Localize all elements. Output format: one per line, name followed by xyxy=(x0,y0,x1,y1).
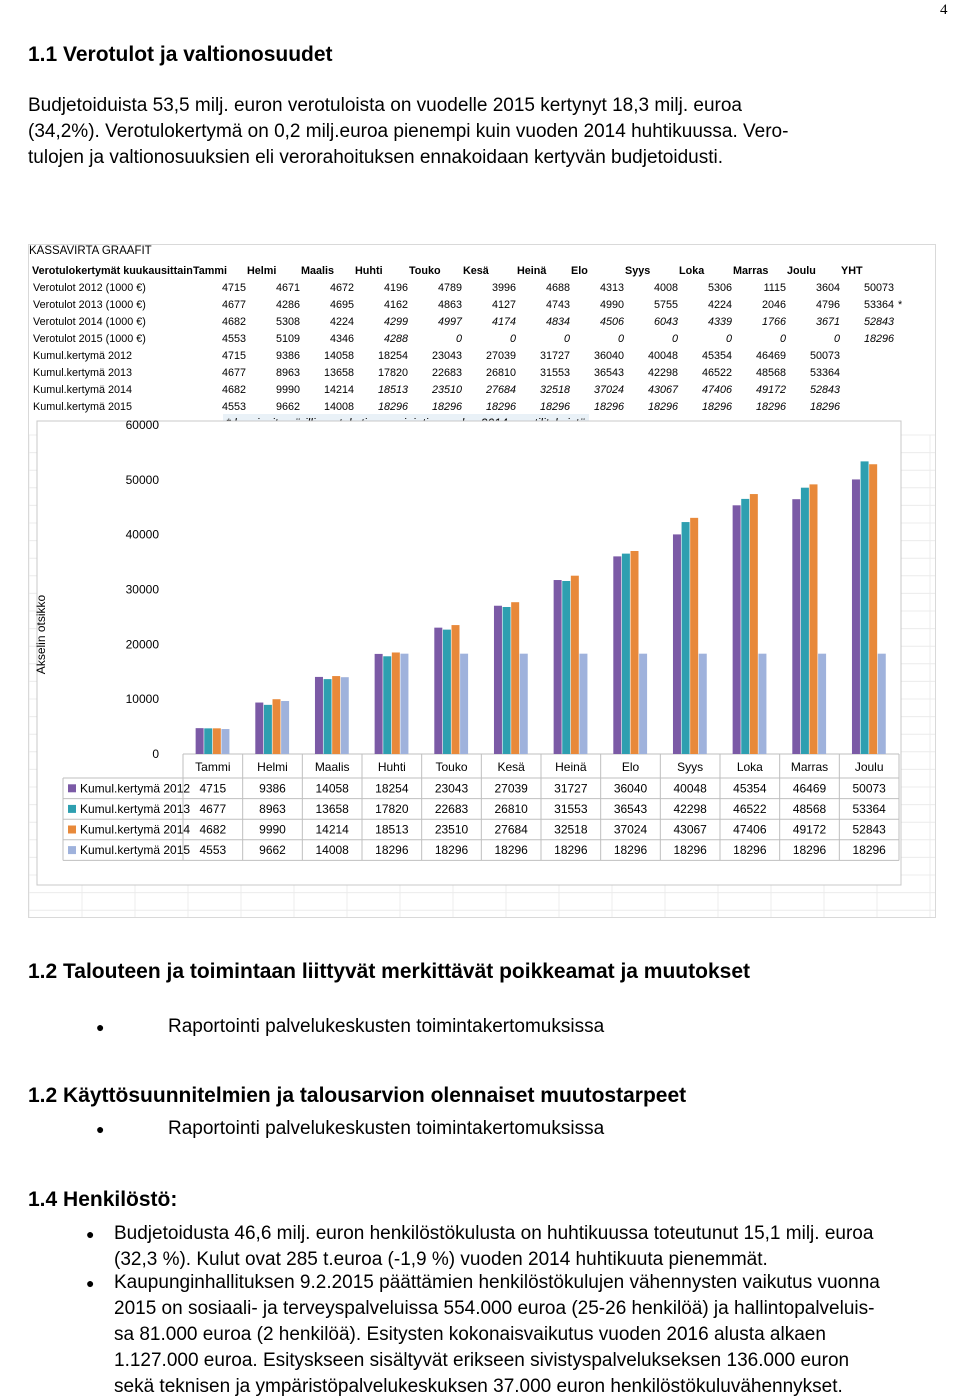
bullet-line: (32,3 %). Kulut ovat 285 t.euroa (-1,9 %) vuoden 2014 huhtikuuta pienemmät. xyxy=(114,1249,768,1270)
table-cell: 4553 xyxy=(221,332,246,345)
header-cell: Elo xyxy=(571,264,588,277)
header-cell: YHT xyxy=(841,264,863,277)
header-cell: Syys xyxy=(625,264,651,277)
data-label: 18296 xyxy=(554,843,588,858)
legend-key xyxy=(68,805,76,813)
data-label: 32518 xyxy=(554,822,588,837)
table-cell: 32518 xyxy=(539,383,570,396)
table-cell: 5755 xyxy=(653,298,678,311)
data-label: 18513 xyxy=(375,822,409,837)
bar xyxy=(503,607,511,754)
bar xyxy=(810,484,818,754)
table-cell: 18296 xyxy=(809,400,840,413)
x-category-label: Heinä xyxy=(555,760,587,774)
bar xyxy=(869,464,877,754)
legend-entry: Kumul.kertymä 2012 xyxy=(80,781,191,796)
row-label: Verotulot 2014 (1000 €) xyxy=(33,315,146,328)
y-tick-label: 10000 xyxy=(125,692,159,707)
table-cell: 14058 xyxy=(323,349,354,362)
data-label: 18296 xyxy=(375,843,409,858)
table-cell: 5308 xyxy=(275,315,300,328)
table-cell: 4695 xyxy=(329,298,354,311)
bar xyxy=(818,654,826,754)
data-label: 36543 xyxy=(613,801,648,816)
row-label: Kumul.kertymä 2012 xyxy=(33,349,133,362)
table-cell: 4313 xyxy=(599,281,624,294)
bar xyxy=(341,677,349,754)
table-cell: 3604 xyxy=(815,281,840,294)
table-cell: 4127 xyxy=(491,298,516,311)
data-label: 18296 xyxy=(792,843,827,858)
bullet-item xyxy=(96,1014,605,1040)
sheet-title: KASSAVIRTA GRAAFIT xyxy=(29,245,152,257)
data-label: 14008 xyxy=(315,843,349,858)
table-cell: 18254 xyxy=(377,349,408,362)
table-cell: 31553 xyxy=(539,366,570,379)
header-cell: Maalis xyxy=(301,264,335,277)
data-label: 4677 xyxy=(199,801,227,816)
table-cell: 46522 xyxy=(701,366,732,379)
legend-entry: Kumul.kertymä 2015 xyxy=(80,843,191,858)
table-cell: 42298 xyxy=(647,366,678,379)
x-category-label: Maalis xyxy=(314,760,350,774)
section-heading-muutostarpeet: 1.2 Käyttösuunnitelmien ja talousarvion olennaiset muutostarpeet xyxy=(28,1084,687,1107)
table-cell: 0 xyxy=(779,332,786,345)
table-cell: 4863 xyxy=(437,298,462,311)
table-cell: 4677 xyxy=(221,366,246,379)
data-label: 8963 xyxy=(259,801,286,816)
table-cell: 18296 xyxy=(539,400,570,413)
row-marker: * xyxy=(898,298,903,311)
bar xyxy=(332,676,340,754)
data-label: 14214 xyxy=(315,822,349,837)
bar xyxy=(443,630,451,754)
data-label: 9662 xyxy=(259,843,286,858)
y-tick-label: 60000 xyxy=(125,418,159,432)
table-cell: 0 xyxy=(671,332,678,345)
bullet-item xyxy=(96,1116,605,1142)
bullet-dot: ● xyxy=(86,1275,95,1291)
data-label: 23510 xyxy=(434,822,469,837)
table-cell: 18513 xyxy=(377,383,408,396)
table-cell: 3996 xyxy=(491,281,516,294)
bar xyxy=(690,518,698,754)
data-label: 18254 xyxy=(375,781,409,796)
table-cell: 48568 xyxy=(755,366,786,379)
bar xyxy=(383,656,391,754)
data-label: 42298 xyxy=(673,801,707,816)
bar xyxy=(511,602,519,754)
section-heading-verotulot: 1.1 Verotulot ja valtionosuudet xyxy=(28,43,333,66)
x-category-label: Marras xyxy=(790,760,829,774)
header-cell: Huhti xyxy=(355,264,383,277)
bar xyxy=(452,625,460,754)
header-cell: Tammi xyxy=(193,264,227,277)
data-label: 43067 xyxy=(673,822,707,837)
legend-key xyxy=(68,846,76,854)
bar xyxy=(631,551,639,754)
row-label: Kumul.kertymä 2013 xyxy=(33,366,133,379)
table-cell: 4671 xyxy=(275,281,300,294)
row-label: Verotulot 2013 (1000 €) xyxy=(33,298,146,311)
bar xyxy=(878,654,886,754)
row-label: Kumul.kertymä 2015 xyxy=(33,400,133,413)
x-category-label: Helmi xyxy=(257,760,288,774)
bar xyxy=(562,581,570,754)
table-cell: 4834 xyxy=(545,315,570,328)
bar xyxy=(792,499,800,754)
data-label: 50073 xyxy=(852,781,886,796)
table-cell: 4008 xyxy=(653,281,678,294)
data-label: 18296 xyxy=(733,843,767,858)
bar xyxy=(494,606,502,754)
data-label: 13658 xyxy=(315,801,349,816)
data-label: 26810 xyxy=(494,801,528,816)
x-category-label: Syys xyxy=(677,760,704,774)
bullet-dot: ● xyxy=(96,1019,105,1035)
table-cell: 18296 xyxy=(485,400,516,413)
data-label: 52843 xyxy=(852,822,886,837)
paragraph-line: Budjetoiduista 53,5 milj. euron verotuloista on vuodelle 2015 kertynyt 18,3 milj. euroa xyxy=(28,95,742,116)
bullet-dot: ● xyxy=(86,1226,95,1242)
paragraph-line: tulojen ja valtionosuuksien eli verorahoituksen ennakoidaan kertyvän budjetoidusti. xyxy=(28,147,724,168)
bar xyxy=(622,554,630,754)
table-cell: 13658 xyxy=(323,366,354,379)
table-cell: 2046 xyxy=(761,298,786,311)
table-cell: 18296 xyxy=(431,400,462,413)
header-cell: Loka xyxy=(679,264,705,277)
bar xyxy=(571,576,579,754)
bar xyxy=(673,534,681,754)
table-cell: 4677 xyxy=(221,298,246,311)
bar xyxy=(861,461,869,754)
table-cell: 18296 xyxy=(647,400,678,413)
bar xyxy=(434,628,442,754)
table-cell: 49172 xyxy=(755,383,786,396)
data-label: 9386 xyxy=(259,781,286,796)
data-label: 47406 xyxy=(733,822,767,837)
bar xyxy=(520,654,528,754)
bar xyxy=(852,479,860,754)
data-label: 4553 xyxy=(199,843,227,858)
table-cell: 50073 xyxy=(863,281,894,294)
table-cell: 0 xyxy=(617,332,624,345)
table-cell: 4789 xyxy=(437,281,462,294)
table-cell: 0 xyxy=(725,332,732,345)
bar xyxy=(758,654,766,754)
table-cell: 3671 xyxy=(815,315,840,328)
y-tick-label: 0 xyxy=(152,747,159,761)
table-cell: 4224 xyxy=(707,298,732,311)
table-cell: 50073 xyxy=(809,349,840,362)
table-cell: 4339 xyxy=(707,315,732,328)
bar xyxy=(213,728,221,754)
bar xyxy=(392,652,400,754)
bullet-line: sa 81.000 euroa (2 henkilöä). Esitysten kokonaisvaikutus vuoden 2016 alusta alkaen xyxy=(114,1324,826,1345)
bullet-dot: ● xyxy=(96,1121,105,1137)
paragraph-line: (34,2%). Verotulokertymä on 0,2 milj.euroa pienempi kuin vuoden 2014 huhtikuussa. Vero- xyxy=(28,121,789,142)
bar xyxy=(460,654,468,754)
x-category-label: Elo xyxy=(621,760,640,774)
data-label: 22683 xyxy=(434,801,469,816)
bullet-line: Budjetoidusta 46,6 milj. euron henkilöstökulusta on huhtikuussa toteutunut 15,1 milj. euroa xyxy=(114,1223,874,1244)
table-cell: 4288 xyxy=(383,332,408,345)
table-cell: 40048 xyxy=(647,349,678,362)
table-cell: 14214 xyxy=(323,383,354,396)
bar xyxy=(273,699,281,754)
table-cell: 27039 xyxy=(485,349,516,362)
table-cell: 6043 xyxy=(653,315,678,328)
table-cell: 37024 xyxy=(593,383,624,396)
table-cell: 27684 xyxy=(485,383,516,396)
data-label: 31553 xyxy=(554,801,588,816)
table-cell: 52843 xyxy=(863,315,894,328)
table-cell: 4688 xyxy=(545,281,570,294)
table-cell: 46469 xyxy=(755,349,786,362)
table-cell: 4682 xyxy=(221,383,246,396)
data-label: 23043 xyxy=(434,781,469,796)
y-tick-label: 20000 xyxy=(125,637,159,652)
cumulative-tax-chart xyxy=(29,245,935,917)
page-number: 4 xyxy=(940,2,948,18)
table-cell: 0 xyxy=(563,332,570,345)
bar xyxy=(554,580,562,754)
data-label: 46522 xyxy=(733,801,767,816)
bar xyxy=(613,556,621,754)
bullet-item xyxy=(86,1270,954,1400)
data-label: 18296 xyxy=(852,843,886,858)
table-cell: 4796 xyxy=(815,298,840,311)
table-cell: 36543 xyxy=(593,366,624,379)
x-category-label: Kesä xyxy=(497,760,525,774)
x-category-label: Tammi xyxy=(195,760,231,774)
table-cell: 4299 xyxy=(383,315,408,328)
header-cell: Kesä xyxy=(463,264,489,277)
data-label: 4715 xyxy=(199,781,227,796)
table-cell: 9662 xyxy=(275,400,300,413)
table-cell: 4997 xyxy=(437,315,462,328)
table-cell: 9990 xyxy=(275,383,300,396)
bullet-line: Kaupunginhallituksen 9.2.2015 päättämien henkilöstökulujen vähennysten vaikutus vuonna xyxy=(114,1272,880,1293)
data-label: 53364 xyxy=(852,801,886,816)
table-cell: 4990 xyxy=(599,298,624,311)
header-cell: Heinä xyxy=(517,264,547,277)
table-cell: 5306 xyxy=(707,281,732,294)
table-cell: 18296 xyxy=(755,400,786,413)
data-label: 36040 xyxy=(613,781,648,796)
data-label: 27684 xyxy=(494,822,528,837)
data-label: 45354 xyxy=(733,781,767,796)
data-label: 14058 xyxy=(315,781,349,796)
data-label: 37024 xyxy=(613,822,648,837)
table-cell: 18296 xyxy=(863,332,894,345)
table-cell: 23510 xyxy=(431,383,462,396)
table-cell: 53364 xyxy=(863,298,894,311)
bar xyxy=(264,705,272,754)
table-cell: 9386 xyxy=(275,349,300,362)
table-cell: 0 xyxy=(455,332,462,345)
table-cell: 18296 xyxy=(701,400,732,413)
table-cell: 4743 xyxy=(545,298,570,311)
section-heading-poikkeamat: 1.2 Talouteen ja toimintaan liittyvät merkittävät poikkeamat ja muutokset xyxy=(28,960,750,983)
embedded-spreadsheet xyxy=(28,244,936,918)
header-cell: Helmi xyxy=(247,264,277,277)
table-cell: 4672 xyxy=(329,281,354,294)
bullet-item xyxy=(86,1221,954,1273)
table-cell: 4506 xyxy=(599,315,624,328)
data-label: 18296 xyxy=(494,843,528,858)
legend-entry: Kumul.kertymä 2013 xyxy=(80,801,191,816)
table-cell: 23043 xyxy=(431,349,462,362)
bar xyxy=(801,488,809,754)
table-cell: 1115 xyxy=(763,281,786,294)
table-cell: 53364 xyxy=(809,366,840,379)
bar xyxy=(255,703,263,754)
y-tick-label: 30000 xyxy=(125,582,159,597)
bar xyxy=(733,505,741,754)
bullet-line: 2015 on sosiaali- ja terveyspalveluissa 554.000 euroa (25-26 henkilöä) ja hallintopalveluis- xyxy=(114,1298,875,1319)
table-cell: 45354 xyxy=(701,349,732,362)
bar xyxy=(699,654,707,754)
bar xyxy=(196,728,204,754)
bullet-line: 1.127.000 euroa. Esityskseen sisältyvät erikseen sivistyspalvelukseksen 136.000 euron xyxy=(114,1350,850,1371)
table-cell: 31727 xyxy=(539,349,570,362)
legend-key xyxy=(68,784,76,792)
bar xyxy=(682,522,690,754)
legend-entry: Kumul.kertymä 2014 xyxy=(80,822,191,837)
data-label: 9990 xyxy=(259,822,286,837)
data-label: 40048 xyxy=(673,781,707,796)
table-cell: 26810 xyxy=(485,366,516,379)
header-cell: Touko xyxy=(409,264,441,277)
table-cell: 22683 xyxy=(431,366,462,379)
bar xyxy=(204,728,212,754)
table-cell: 4174 xyxy=(491,315,516,328)
data-label: 18296 xyxy=(434,843,469,858)
data-label: 31727 xyxy=(554,781,588,796)
table-cell: 14008 xyxy=(323,400,354,413)
header-cell: Marras xyxy=(733,264,769,277)
table-cell: 1766 xyxy=(761,315,786,328)
table-cell: 4224 xyxy=(329,315,354,328)
bar xyxy=(741,499,749,754)
table-cell: 5109 xyxy=(275,332,300,345)
y-tick-label: 40000 xyxy=(125,527,159,542)
table-cell: 4346 xyxy=(329,332,354,345)
data-label: 17820 xyxy=(375,801,409,816)
data-label: 18296 xyxy=(673,843,707,858)
bar xyxy=(324,679,332,754)
bullet-line: sekä teknisen ja ympäristöpalvelukeskuksen 37.000 euron henkilöstökuluvähennykset. xyxy=(114,1376,843,1397)
x-category-label: Huhti xyxy=(377,760,406,774)
table-cell: 4715 xyxy=(221,281,246,294)
table-cell: 4286 xyxy=(275,298,300,311)
table-cell: 0 xyxy=(509,332,516,345)
table-cell: 8963 xyxy=(275,366,300,379)
table-cell: 4196 xyxy=(383,281,408,294)
table-cell: 17820 xyxy=(377,366,408,379)
x-category-label: Touko xyxy=(435,760,468,774)
table-cell: 4715 xyxy=(221,349,246,362)
table-cell: 18296 xyxy=(377,400,408,413)
legend-key xyxy=(68,826,76,834)
row-label: Verotulot 2012 (1000 €) xyxy=(33,281,146,294)
section-heading-henkilosto: 1.4 Henkilöstö: xyxy=(28,1188,178,1211)
row-label: Kumul.kertymä 2014 xyxy=(33,383,133,396)
bullet-text: Raportointi palvelukeskusten toimintakertomuksissa xyxy=(168,1118,605,1139)
table-cell: 43067 xyxy=(647,383,678,396)
row-label: Verotulot 2015 (1000 €) xyxy=(33,332,146,345)
data-label: 48568 xyxy=(792,801,827,816)
bar xyxy=(639,654,647,754)
bar xyxy=(750,494,758,754)
x-category-label: Joulu xyxy=(854,760,884,774)
data-label: 18296 xyxy=(613,843,648,858)
header-cell: Verotulokertymät kuukausittain xyxy=(32,264,193,277)
table-cell: 18296 xyxy=(593,400,624,413)
bar xyxy=(579,654,587,754)
bar xyxy=(400,654,408,754)
data-label: 49172 xyxy=(792,822,827,837)
data-label: 4682 xyxy=(199,822,227,837)
x-category-label: Loka xyxy=(736,760,763,774)
data-label: 46469 xyxy=(792,781,827,796)
table-cell: 4162 xyxy=(383,298,408,311)
table-cell: 36040 xyxy=(593,349,624,362)
table-cell: 47406 xyxy=(701,383,732,396)
table-cell: 52843 xyxy=(809,383,840,396)
bullet-text: Raportointi palvelukeskusten toimintakertomuksissa xyxy=(168,1016,605,1037)
table-cell: 4682 xyxy=(221,315,246,328)
bar xyxy=(315,677,323,754)
table-cell: 0 xyxy=(833,332,840,345)
section1-paragraph xyxy=(28,93,788,171)
table-cell: 4553 xyxy=(221,400,246,413)
bar xyxy=(281,701,289,754)
y-tick-label: 50000 xyxy=(125,472,159,487)
bar xyxy=(375,654,383,754)
data-label: 27039 xyxy=(494,781,528,796)
y-axis-title: Akselin otsikko xyxy=(34,594,48,675)
header-cell: Joulu xyxy=(787,264,816,277)
bar xyxy=(221,729,229,754)
